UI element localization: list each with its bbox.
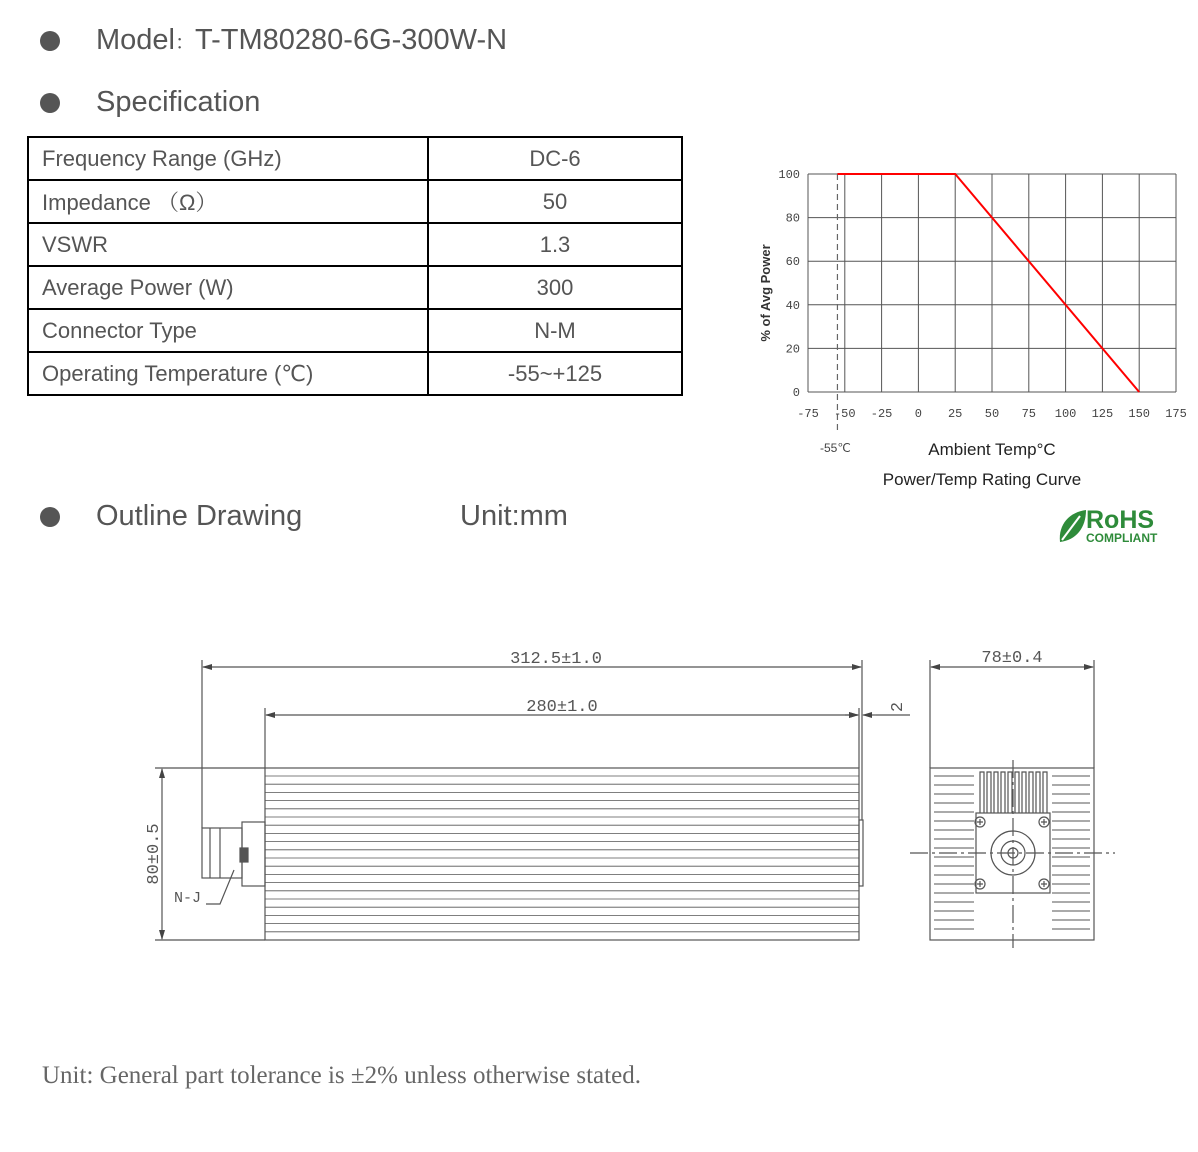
x-tick-label: 75: [1021, 407, 1037, 421]
width-dim: 78±0.4: [981, 649, 1043, 668]
param-cell: Connector Type: [28, 309, 428, 352]
y-tick-label: 60: [785, 255, 800, 270]
y-tick-label: 40: [785, 298, 800, 313]
chart-series: [837, 174, 1139, 392]
table-row: [28, 309, 682, 352]
x-tick-label: -75: [797, 407, 819, 421]
table-row: [28, 352, 682, 395]
x-tick-label: -50: [833, 407, 856, 421]
spec-heading: Specification: [96, 86, 261, 118]
param-cell: VSWR: [28, 223, 428, 266]
rohs-logo: [1056, 506, 1171, 546]
spec-table: [27, 136, 683, 396]
n-connector: [202, 828, 248, 878]
value-cell: DC-6: [428, 137, 682, 180]
chart-ylabel: % of Avg Power: [758, 244, 773, 342]
chart-grid: [808, 174, 1176, 432]
param-cell: Operating Temperature (℃): [28, 352, 428, 395]
x-tick-label: 25: [947, 407, 963, 421]
x-tick-label: 125: [1091, 407, 1114, 421]
x-tick-label: 50: [984, 407, 1000, 421]
height-dim: 80±0.5: [145, 823, 164, 885]
model-row: [40, 24, 507, 57]
power-temp-chart: [740, 160, 1190, 495]
param-cell: Impedance （Ω）: [28, 180, 428, 223]
value-cell: 300: [428, 266, 682, 309]
model-value: T-TM80280-6G-300W-N: [195, 24, 508, 56]
outline-heading-row: [40, 500, 302, 533]
x-tick-label: 0: [914, 407, 923, 421]
value-cell: 50: [428, 180, 682, 223]
x-tick-label: 175: [1165, 407, 1187, 421]
x-tick-label: -25: [870, 407, 893, 421]
unit-label: Unit:mm: [460, 500, 568, 532]
bullet-icon: [40, 31, 60, 51]
spec-heading-row: [40, 86, 260, 119]
value-cell: N-M: [428, 309, 682, 352]
table-row: [28, 137, 682, 180]
outline-drawing: [130, 630, 1130, 960]
overall-length-dim: 312.5±1.0: [510, 650, 602, 669]
table-row: [28, 266, 682, 309]
chart-xlabel: Ambient Temp°C: [928, 440, 1056, 459]
rohs-subtitle: COMPLIANT: [1086, 531, 1158, 545]
x-tick-label: 100: [1054, 407, 1077, 421]
resistor-body: [265, 768, 859, 940]
series-line: [837, 174, 1139, 392]
screw-icon: [1039, 817, 1049, 827]
end-gap-dim: 2: [889, 701, 908, 713]
chart-annotation: -55℃: [820, 441, 851, 455]
table-row: [28, 180, 682, 223]
y-tick-label: 80: [785, 211, 800, 226]
y-tick-label: 20: [785, 342, 800, 357]
chart-title: Power/Temp Rating Curve: [882, 470, 1082, 489]
body-length-dim: 280±1.0: [526, 698, 598, 717]
value-cell: 1.3: [428, 223, 682, 266]
model-label: Model: [96, 24, 175, 56]
connector-label: N-J: [174, 890, 202, 907]
x-tick-label: 150: [1128, 407, 1151, 421]
end-view: [910, 660, 1115, 948]
screw-icon: [1039, 879, 1049, 889]
value-cell: -55~+125: [428, 352, 682, 395]
outline-heading: Outline Drawing: [96, 500, 303, 532]
y-tick-label: 100: [778, 168, 800, 182]
param-cell: Average Power (W): [28, 266, 428, 309]
rohs-title: RoHS: [1086, 506, 1155, 534]
y-tick-label: 0: [792, 386, 800, 400]
bullet-icon: [40, 93, 60, 113]
table-row: [28, 223, 682, 266]
param-cell: Frequency Range (GHz): [28, 137, 428, 180]
tolerance-note: Unit: General part tolerance is ±2% unless otherwise stated.: [42, 1062, 641, 1089]
model-separator: ：: [175, 32, 195, 54]
bullet-icon: [40, 507, 60, 527]
